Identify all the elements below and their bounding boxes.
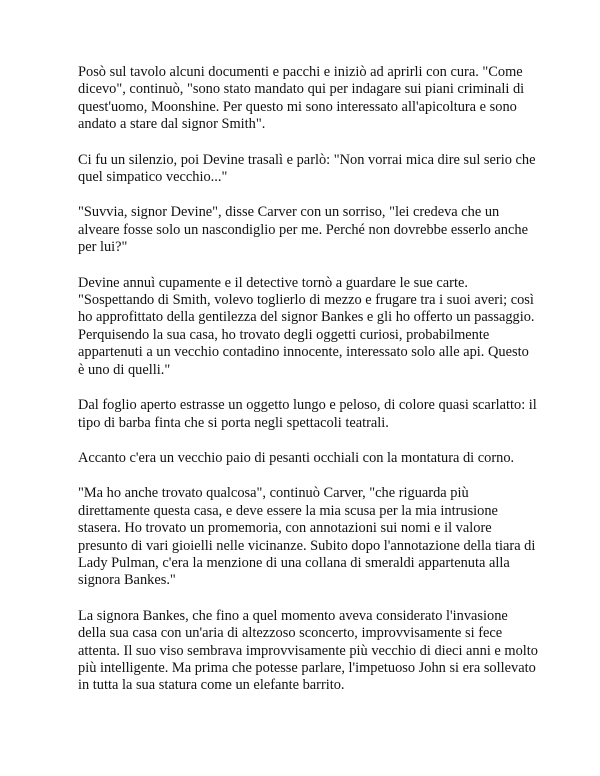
paragraph-4: Devine annuì cupamente e il detective tornò a guardare le sue carte. "Sospettando di Smith, volevo toglierlo di mezzo e frugare tra i suoi averi; così ho approfittato della gentilezza del signor Bankes e gli ho offerto un passaggio. Perquisendo la sua casa, ho trovato degli oggetti curiosi, probabilmente appartenuti a un vecchio contadino innocente, interessato solo alle api. Questo è uno di quelli." xyxy=(78,274,535,378)
document-page xyxy=(78,64,538,713)
paragraph-7: "Ma ho anche trovato qualcosa", continuò Carver, "che riguarda più direttamente questa casa, e deve essere la mia scusa per la mia intrusione stasera. Ho trovato un promemoria, con annotazioni sui nomi e il valore presunto di vari gioielli nelle vicinanze. Subito dopo l'annotazione della tiara di Lady Pulman, c'era la menzione di una collana di smeraldi appartenuta alla signora Bankes." xyxy=(78,485,536,589)
paragraph-3: "Suvvia, signor Devine", disse Carver con un sorriso, "lei credeva che un alveare fosse solo un nascondiglio per me. Perché non dovrebbe esserlo anche per lui?" xyxy=(78,204,528,256)
paragraph-6: Accanto c'era un vecchio paio di pesanti occhiali con la montatura di corno. xyxy=(78,449,515,466)
paragraph-5: Dal foglio aperto estrasse un oggetto lungo e peloso, di colore quasi scarlatto: il tipo di barba finta che si porta negli spettacoli teatrali. xyxy=(78,397,537,431)
paragraph-2: Ci fu un silenzio, poi Devine trasalì e parlò: "Non vorrai mica dire sul serio che quel simpatico vecchio..." xyxy=(78,151,536,186)
paragraph-1: Posò sul tavolo alcuni documenti e pacchi e iniziò ad aprirli con cura. "Come dicevo", continuò, "sono stato mandato qui per indagare sui piani criminali di quest'uomo, Moonshine. Per questo mi sono interessato all'apicoltura e sono andato a stare dal signor Smith". xyxy=(78,64,525,133)
paragraph-8: La signora Bankes, che fino a quel momento aveva considerato l'invasione della sua casa con un'aria di altezzoso sconcerto, improvvisamente si fece attenta. Il suo viso sembrava improvvisamente più vecchio di dieci anni e molto più intelligente. Ma prima che potesse parlare, l'impetuoso John si era sollevato in tutta la sua statura come un elefante barrito. xyxy=(78,607,538,694)
